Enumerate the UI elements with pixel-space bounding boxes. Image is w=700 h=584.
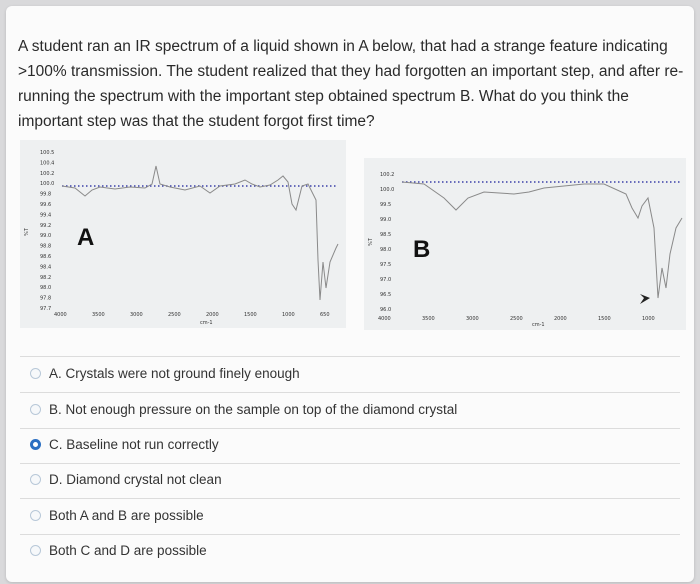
option-c[interactable] xyxy=(30,437,219,452)
spectrum-a-xtick: 1500 xyxy=(244,312,257,318)
spectrum-a-ytick: 98.0 xyxy=(40,285,52,292)
spectrum-a-xunit: cm-1 xyxy=(200,320,213,326)
spectrum-a-ytick: 97.8 xyxy=(40,295,52,302)
spectrum-b-ytick: 97.5 xyxy=(380,262,392,268)
divider xyxy=(20,498,680,499)
divider xyxy=(20,356,680,357)
spectrum-a-xtick: 650 xyxy=(320,312,330,318)
spectrum-b-ytick: 98.5 xyxy=(380,232,392,238)
option-b[interactable] xyxy=(30,402,457,417)
question-line: running the spectrum with the important step obtained spectrum B. What do you think the xyxy=(18,88,629,105)
spectrum-a-xtick: 2500 xyxy=(168,312,181,318)
spectrum-b-image xyxy=(364,158,686,330)
spectrum-b-xtick: 4000 xyxy=(378,316,391,322)
spectrum-a-xtick: 2000 xyxy=(206,312,219,318)
spectrum-b-ytick: 100.2 xyxy=(380,172,395,178)
option-c-radio[interactable] xyxy=(30,439,41,450)
option-cd[interactable] xyxy=(30,543,207,558)
question-text xyxy=(18,34,688,134)
option-d[interactable] xyxy=(30,472,222,487)
spectrum-a-ytick: 99.4 xyxy=(40,212,52,219)
spectrum-b-ytick: 97.0 xyxy=(380,277,392,283)
option-ab-radio[interactable] xyxy=(30,510,41,521)
option-a-radio[interactable] xyxy=(30,368,41,379)
option-ab[interactable] xyxy=(30,508,204,523)
spectrum-a-letter: A xyxy=(77,224,95,251)
spectrum-a-ytick: 100.4 xyxy=(40,160,55,167)
option-a[interactable] xyxy=(30,366,300,381)
spectrum-a-ytick: 99.8 xyxy=(40,191,52,198)
spectrum-b-letter: B xyxy=(413,236,431,263)
option-c-label: C. Baseline not run correctly xyxy=(49,437,219,452)
spectrum-a-xtick: 3500 xyxy=(92,312,105,318)
spectrum-b-xtick: 1500 xyxy=(598,316,611,322)
spectrum-b-ytick: 96.0 xyxy=(380,307,392,313)
spectrum-b-ylabel: %T xyxy=(368,238,374,246)
spectrum-a-ytick: 99.6 xyxy=(40,202,52,208)
question-line: A student ran an IR spectrum of a liquid shown in A below, that had a strange feature indicating xyxy=(18,38,668,55)
spectrum-b-xtick: 2500 xyxy=(510,316,523,322)
divider xyxy=(20,534,680,535)
spectrum-b-ytick: 99.0 xyxy=(380,217,392,223)
spectrum-b-xunit: cm-1 xyxy=(532,322,545,328)
spectrum-a-ytick: 98.4 xyxy=(40,264,52,271)
spectrum-a-xtick: 4000 xyxy=(54,312,67,318)
spectrum-b-ytick: 99.5 xyxy=(380,202,392,208)
option-cd-radio[interactable] xyxy=(30,545,41,556)
question-line: important step was that the student forgot first time? xyxy=(18,113,375,130)
spectrum-a-ytick: 99.2 xyxy=(40,222,52,229)
spectrum-b-trace xyxy=(402,182,682,298)
spectrum-a-ylabel: %T xyxy=(24,228,30,236)
spectrum-a-xtick: 3000 xyxy=(130,312,143,318)
spectrum-a-ytick: 98.2 xyxy=(40,274,52,281)
spectrum-a-ytick: 100.2 xyxy=(40,170,55,177)
spectrum-a-ytick: 99.0 xyxy=(40,233,52,240)
spectrum-a-ytick: 100.5 xyxy=(40,150,55,156)
option-a-label: A. Crystals were not ground finely enough xyxy=(49,366,300,381)
option-d-label: D. Diamond crystal not clean xyxy=(49,472,222,487)
option-b-radio[interactable] xyxy=(30,404,41,415)
option-cd-label: Both C and D are possible xyxy=(49,543,207,558)
spectrum-a-plot xyxy=(20,140,346,328)
spectrum-b-ytick: 98.0 xyxy=(380,247,392,253)
option-d-radio[interactable] xyxy=(30,474,41,485)
spectrum-a-ytick: 98.6 xyxy=(40,254,52,260)
spectrum-b-xtick: 1000 xyxy=(642,316,655,322)
divider xyxy=(20,463,680,464)
option-b-label: B. Not enough pressure on the sample on top of the diamond crystal xyxy=(49,402,458,417)
spectrum-a-xtick: 1000 xyxy=(282,312,295,318)
spectrum-b-ytick: 96.5 xyxy=(380,292,392,298)
question-line: >100% transmission. The student realized that they had forgotten an important step, and after re- xyxy=(18,63,684,80)
spectrum-a-ytick: 100.0 xyxy=(40,181,55,188)
cursor-arrow-icon xyxy=(640,294,650,304)
spectrum-b-xtick: 3000 xyxy=(466,316,479,322)
spectrum-a-image xyxy=(20,140,346,328)
spectrum-a-ytick: 98.8 xyxy=(40,243,52,250)
divider xyxy=(20,392,680,393)
spectrum-b-xtick: 2000 xyxy=(554,316,567,322)
option-ab-label: Both A and B are possible xyxy=(49,508,204,523)
spectrum-a-ytick: 97.7 xyxy=(40,306,52,312)
divider xyxy=(20,428,680,429)
spectrum-b-ytick: 100.0 xyxy=(380,187,395,193)
spectrum-b-xtick: 3500 xyxy=(422,316,435,322)
